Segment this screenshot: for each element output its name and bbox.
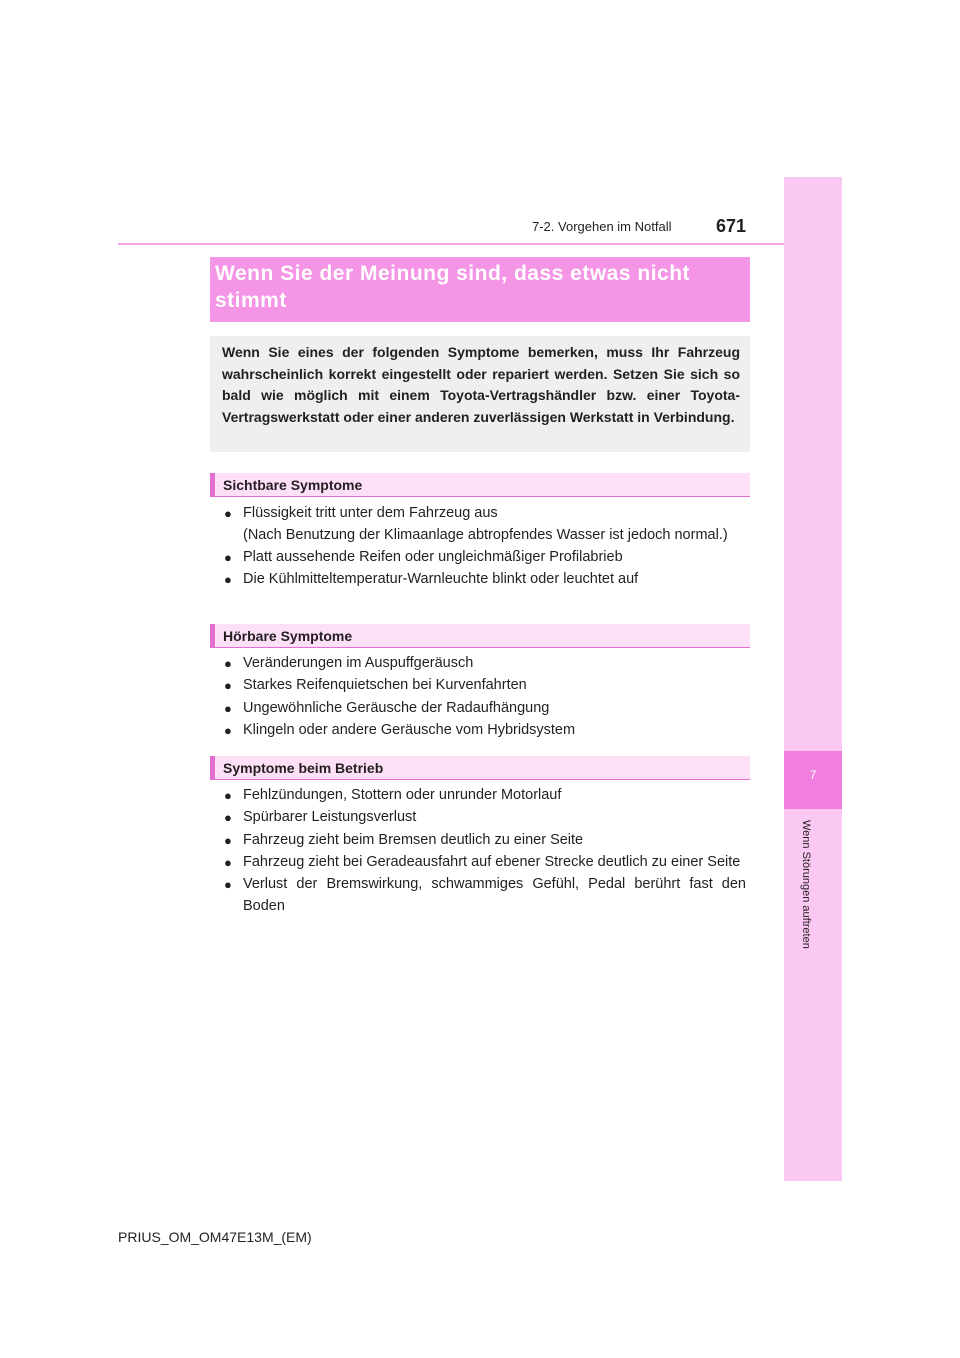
bullet-icon: ● [224,549,232,565]
list-item [224,569,746,591]
section-heading-audible [210,624,750,648]
bullet-icon: ● [224,810,232,826]
audible-symptoms-list [224,653,746,742]
list-item [224,653,746,675]
header-divider [118,243,841,245]
intro-text: Wenn Sie eines der folgenden Symptome bemerken, muss Ihr Fahrzeug wahrscheinlich korrekt eingestellt oder repariert werden. Setzen Sie sich so bald wie möglich mit einem Toyota-Vertragshändler bzw. einer Toyota-Vertragswerkstatt oder einer anderen zuverlässigen Werkstatt in Verbindung. [222,344,740,425]
list-item-text: Klingeln oder andere Geräusche vom Hybridsystem [243,721,576,738]
list-item-text: Platt aussehende Reifen oder ungleichmäßiger Profilabrieb [243,548,623,565]
list-item [224,720,746,742]
list-item [224,785,746,807]
list-item-text: Starkes Reifenquietschen bei Kurvenfahrten [243,677,527,694]
bullet-icon: ● [224,506,232,521]
bullet-icon: ● [224,832,232,848]
section-heading-label: Sichtbare Symptome [223,477,363,493]
bullet-icon: ● [224,572,232,588]
bullet-icon: ● [224,788,232,803]
list-item [224,698,746,720]
list-item [224,874,746,917]
chapter-title: Wenn Störungen auftreten [800,820,812,949]
section-heading-label: Symptome beim Betrieb [223,760,384,776]
bullet-icon: ● [224,700,232,716]
section-heading-visible [210,473,750,497]
list-item [224,675,746,697]
bullet-icon: ● [224,877,232,893]
list-item-text: Fahrzeug zieht beim Bremsen deutlich zu einer Seite [243,831,584,848]
bullet-icon: ● [224,854,232,870]
list-item [224,547,746,569]
operation-symptoms-list [224,785,746,918]
section-heading-label: Hörbare Symptome [223,628,353,644]
list-item-text: Fehlzündungen, Stottern oder unrunder Motorlauf [243,787,562,803]
list-item-note: (Nach Benutzung der Klimaanlage abtropfendes Wasser ist jedoch normal.) [243,526,728,543]
bullet-icon: ● [224,656,232,671]
list-item [224,807,746,829]
list-item [224,503,746,546]
page-number: 671 [716,216,747,236]
chapter-side-tab [784,177,842,1181]
list-item-text: Fahrzeug zieht bei Geradeausfahrt auf ebener Strecke deutlich zu einer Seite [243,853,741,870]
list-item [224,852,746,874]
list-item [224,830,746,852]
list-item-text: Verlust der Bremswirkung, schwammiges Gefühl, Pedal berührt fast den Boden [243,876,746,914]
list-item-text: Ungewöhnliche Geräusche der Radaufhängung [243,699,550,716]
section-heading-operation [210,756,750,780]
list-item-text: Die Kühlmitteltemperatur-Warnleuchte blinkt oder leuchtet auf [243,571,639,588]
list-item-text: Spürbarer Leistungsverlust [243,809,417,826]
bullet-icon: ● [224,678,232,694]
list-item-text: Flüssigkeit tritt unter dem Fahrzeug aus [243,505,498,521]
visible-symptoms-list [224,503,746,591]
bullet-icon: ● [224,722,232,738]
header-section-title: 7-2. Vorgehen im Notfall [532,219,672,234]
chapter-number: 7 [809,768,817,782]
document-code-footer: PRIUS_OM_OM47E13M_(EM) [118,1229,312,1245]
page-title: Wenn Sie der Meinung sind, dass etwas nicht stimmt [215,262,691,312]
list-item-text: Veränderungen im Auspuffgeräusch [243,655,474,671]
